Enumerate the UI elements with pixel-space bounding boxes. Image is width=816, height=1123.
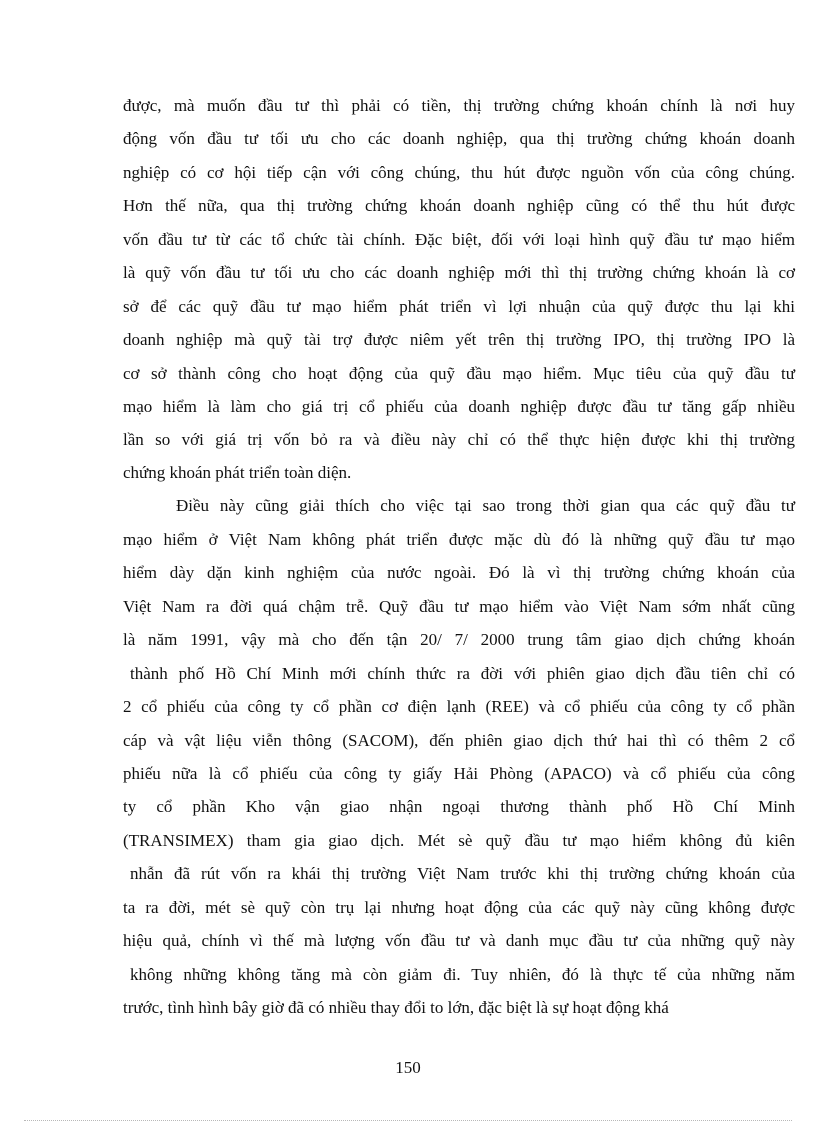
text-line: động vốn đầu tư tối ưu cho các doanh nghiệp, qua thị trường chứng khoán doanh xyxy=(123,129,795,148)
text-line: thành phố Hồ Chí Minh mới chính thức ra đời với phiên giao dịch đầu tiên chỉ có xyxy=(130,664,795,683)
text-line: là năm 1991, vậy mà cho đến tận 20/ 7/ 2000 trung tâm giao dịch chứng khoán xyxy=(123,630,795,649)
text-line: 2 cổ phiếu của công ty cổ phần cơ điện lạnh (REE) và cổ phiếu của công ty cổ phần xyxy=(123,697,795,716)
text-line: cơ sở thành công cho hoạt động của quỹ đầu mạo hiểm. Mục tiêu của quỹ đầu tư xyxy=(123,364,795,383)
text-line: lần so với giá trị vốn bỏ ra và điều này chỉ có thể thực hiện được khi thị trường xyxy=(123,430,795,449)
text-line: chứng khoán phát triển toàn diện. xyxy=(123,463,352,482)
text-line: Hơn thế nữa, qua thị trường chứng khoán doanh nghiệp cũng có thể thu hút được xyxy=(123,196,795,215)
text-line: ta ra đời, mét sè quỹ còn trụ lại nhưng hoạt động của các quỹ này cũng không được xyxy=(123,898,795,917)
text-line: ty cổ phần Kho vận giao nhận ngoại thương thành phố Hồ Chí Minh xyxy=(123,797,795,816)
text-line: cáp và vật liệu viễn thông (SACOM), đến phiên giao dịch thứ hai thì có thêm 2 cổ xyxy=(123,731,795,750)
text-line: hiệu quả, chính vì thế mà lượng vốn đầu tư và danh mục đầu tư của những quỹ này xyxy=(123,931,795,950)
page-number: 150 xyxy=(395,1058,421,1077)
text-line: trước, tình hình bây giờ đã có nhiều thay đổi to lớn, đặc biệt là sự hoạt động khá xyxy=(123,998,669,1017)
text-line: phiếu nữa là cổ phiếu của công ty giấy Hải Phòng (APACO) và cổ phiếu của công xyxy=(123,764,795,783)
text-line: được, mà muốn đầu tư thì phải có tiền, thị trường chứng khoán chính là nơi huy xyxy=(123,96,795,115)
text-line: mạo hiểm ở Việt Nam không phát triển được mặc dù đó là những quỹ đầu tư mạo xyxy=(123,530,795,549)
text-line: Điều này cũng giải thích cho việc tại sao trong thời gian qua các quỹ đầu tư xyxy=(176,496,795,515)
text-line: mạo hiểm là làm cho giá trị cổ phiếu của doanh nghiệp được đầu tư tăng gấp nhiều xyxy=(123,397,795,416)
text-line: vốn đầu tư từ các tổ chức tài chính. Đặc biệt, đối với loại hình quỹ đầu tư mạo hiểm xyxy=(123,230,795,249)
text-line: doanh nghiệp mà quỹ tài trợ được niêm yết trên thị trường IPO, thị trường IPO là xyxy=(123,330,795,349)
text-line: nghiệp có cơ hội tiếp cận với công chúng, thu hút được nguồn vốn của công chúng. xyxy=(123,163,795,182)
text-line: (TRANSIMEX) tham gia giao dịch. Mét sè quỹ đầu tư mạo hiểm không đủ kiên xyxy=(123,831,795,850)
text-line: không những không tăng mà còn giảm đi. Tuy nhiên, đó là thực tế của những năm xyxy=(130,965,795,984)
text-line: là quỹ vốn đầu tư tối ưu cho các doanh nghiệp mới thì thị trường chứng khoán là cơ xyxy=(123,263,795,282)
footer-divider xyxy=(24,1120,792,1121)
text-line: sở để các quỹ đầu tư mạo hiểm phát triển vì lợi nhuận của quỹ được thu lại khi xyxy=(123,297,795,316)
text-line: hiểm dày dặn kinh nghiệm của nước ngoài. Đó là vì thị trường chứng khoán của xyxy=(123,563,795,582)
text-line: nhẫn đã rút vốn ra khái thị trường Việt Nam trước khi thị trường chứng khoán của xyxy=(130,864,795,883)
text-line: Việt Nam ra đời quá chậm trễ. Quỹ đầu tư mạo hiểm vào Việt Nam sớm nhất cũng xyxy=(123,597,795,616)
